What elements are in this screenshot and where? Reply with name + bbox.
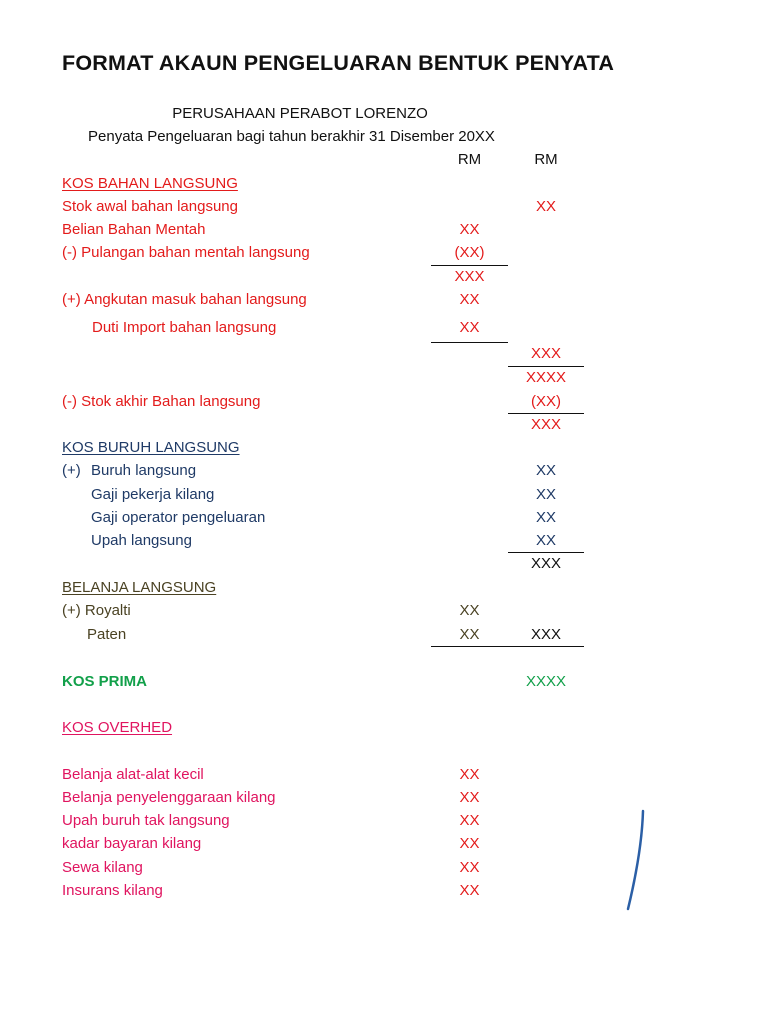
overhed-item-c1: XX <box>459 789 480 806</box>
paten-label: Paten <box>87 626 127 643</box>
duti-label: Duti Import bahan langsung <box>92 319 277 336</box>
rule-col1-a <box>431 265 508 266</box>
overhed-item-label: Sewa kilang <box>62 859 143 876</box>
col2-header: RM <box>534 151 558 168</box>
buruh-prefix: (+) <box>62 462 81 479</box>
kos-prima-label: KOS PRIMA <box>62 673 148 690</box>
stok-akhir-label: (-) Stok akhir Bahan langsung <box>62 393 261 410</box>
bl-heading: BELANJA LANGSUNG <box>62 579 217 596</box>
angkutan-c1: XX <box>459 291 480 308</box>
gaji-pekerja-c2: XX <box>535 486 556 503</box>
overhed-item-label: Belanja alat-alat kecil <box>62 766 204 783</box>
stok-akhir-c2: (XX) <box>531 393 561 410</box>
upah-c2: XX <box>535 532 556 549</box>
overhed-item-label: Insurans kilang <box>62 882 163 899</box>
gaji-pekerja-label: Gaji pekerja kilang <box>91 486 215 503</box>
document-title: FORMAT AKAUN PENGELUARAN BENTUK PENYATA <box>62 51 615 75</box>
pen-stroke-mark <box>620 805 650 915</box>
angkutan-label: (+) Angkutan masuk bahan langsung <box>62 291 307 308</box>
overhed-item-c1: XX <box>459 859 480 876</box>
overhed-item-c1: XX <box>459 835 480 852</box>
royalti-c1: XX <box>459 602 480 619</box>
overhed-item-c1: XX <box>459 812 480 829</box>
upah-label: Upah langsung <box>91 532 192 549</box>
kos-prima-c2: XXXX <box>525 673 567 690</box>
overhed-item-c1: XX <box>459 882 480 899</box>
rule-col2-c <box>508 552 584 553</box>
stok-awal-label: Stok awal bahan langsung <box>62 198 238 215</box>
royalti-label: (+) Royalti <box>62 602 131 619</box>
overhed-item-c1: XX <box>459 766 480 783</box>
kbul-total-c2: XXX <box>530 555 561 572</box>
overhed-heading: KOS OVERHED <box>62 719 173 736</box>
rule-both-cols <box>431 646 584 647</box>
rule-col1-b <box>431 342 508 343</box>
pulangan-label: (-) Pulangan bahan mentah langsung <box>62 244 310 261</box>
subtotal1-c1: XXX <box>454 268 485 285</box>
kbl-total-c2: XXX <box>530 416 561 433</box>
rule-col2-b <box>508 413 584 414</box>
company-name: PERUSAHAAN PERABOT LORENZO <box>172 105 428 122</box>
subtotal3-c2: XXXX <box>525 369 567 386</box>
belian-c1: XX <box>459 221 480 238</box>
pulangan-c1: (XX) <box>454 244 485 261</box>
overhed-item-label: Belanja penyelenggaraan kilang <box>62 789 276 806</box>
paten-c1: XX <box>459 626 480 643</box>
belian-label: Belian Bahan Mentah <box>62 221 206 238</box>
overhed-item-label: Upah buruh tak langsung <box>62 812 230 829</box>
statement-title: Penyata Pengeluaran bagi tahun berakhir 31 Disember 20XX <box>88 128 495 145</box>
document-title-wrap <box>62 48 645 82</box>
buruh-label: Buruh langsung <box>91 462 197 479</box>
col1-header: RM <box>457 151 482 168</box>
buruh-c2: XX <box>535 462 556 479</box>
gaji-operator-c2: XX <box>535 509 556 526</box>
rule-col2-a <box>508 366 584 367</box>
kbl-heading: KOS BAHAN LANGSUNG <box>62 175 238 192</box>
kbul-heading: KOS BURUH LANGSUNG <box>62 439 240 456</box>
gaji-operator-label: Gaji operator pengeluaran <box>91 509 266 526</box>
stok-awal-c2: XX <box>535 198 556 215</box>
subtotal2-c2: XXX <box>530 345 561 362</box>
duti-c1: XX <box>459 319 480 336</box>
paten-c2: XXX <box>530 626 561 643</box>
overhed-item-label: kadar bayaran kilang <box>62 835 202 852</box>
